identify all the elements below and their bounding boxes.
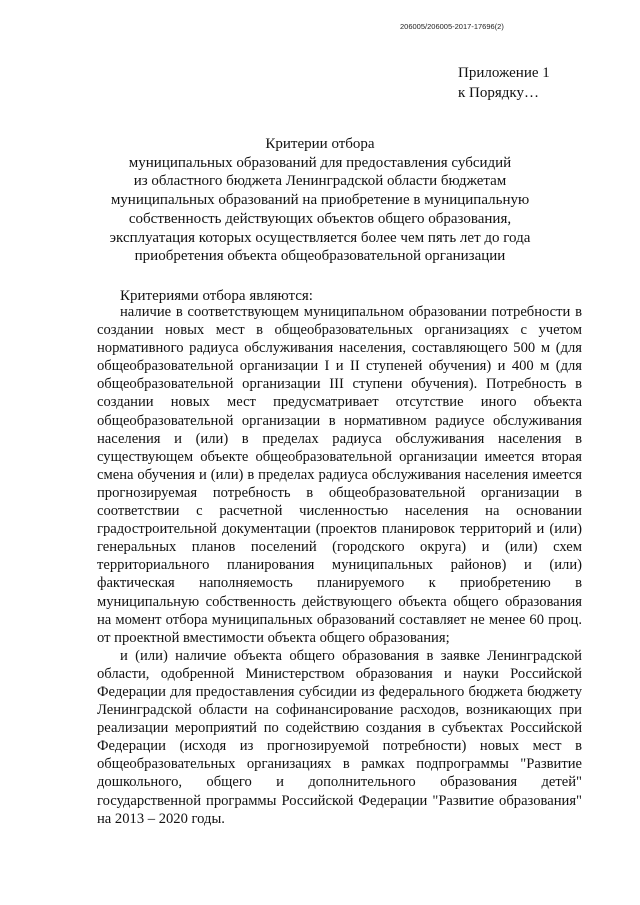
title-line: Критерии отбора [265, 136, 375, 152]
title-line: муниципальных образований для предоставления субсидий [128, 154, 512, 171]
criterion-paragraph: и (или) наличие объекта общего образования в заявке Ленинградской области, одобренной Министерством образования и науки Российской Федерации для предоставления субсидии из федерального бюджета бюджету Ленинградской области на софинансирование расходов, возникающих при реализации мероприятий по содействию создания в субъектах Российской Федерации (исходя из прогнозируемой потребности) новых мест в общеобразовательных организациях в рамках подпрограммы "Развитие дошкольного, общего и дополнительного образования детей" государственной программы Российской Федерации "Развитие образования" на 2013 – 2020 годы. [97, 647, 582, 827]
criterion-paragraph: наличие в соответствующем муниципальном образовании потребности в создании новых мест в общеобразовательных организациях с учетом нормативного радиуса обслуживания населения, составляющего 500 м (для общеобразовательной организации I и II ступеней обучения) и 400 м (для общеобразовательной организации III ступени обучения). Потребность в создании новых мест предусматривает отсутствие иного объекта общеобразовательной организации в нормативном радиусе обслуживания населения и (или) в пределах радиуса обслуживания населения в существующем объекте общеобразовательной организации имеется вторая смена обучения и (или) в пределах радиуса обслуживания населения имеется прогнозируемая потребность в общеобразовательной организации в соответствии с расчетной численностью населения на основании градостроительной документации (проектов планировок территорий и (или) генеральных планов поселений (городского округа) и (или) схем территориального планирования муниципальных районов) и (или) фактическая наполняемость планируемого к приобретению в муниципальную собственность действующего объекта общего образования на момент отбора муниципальных образований составляет не менее 60 проц. от проектной вместимости объекта общего образования; [97, 304, 582, 646]
annex-procedure-reference: к Порядку… [458, 85, 539, 101]
title-line: приобретения объекта общеобразовательной организации [134, 248, 506, 265]
document-title [60, 135, 580, 266]
title-line: собственность действующих объектов общего образования, [128, 210, 512, 227]
document-id: 206005/206005-2017-17696(2) [400, 22, 504, 31]
document-body [97, 303, 582, 828]
title-line: эксплуатация которых осуществляется более чем пять лет до года [109, 229, 531, 246]
title-line: муниципальных образований на приобретение в муниципальную [110, 192, 530, 209]
criteria-intro: Критериями отбора являются: [120, 288, 313, 304]
annex-reference [458, 63, 550, 103]
title-line: из областного бюджета Ленинградской области бюджетам [133, 173, 507, 190]
annex-number: Приложение 1 [458, 65, 550, 81]
